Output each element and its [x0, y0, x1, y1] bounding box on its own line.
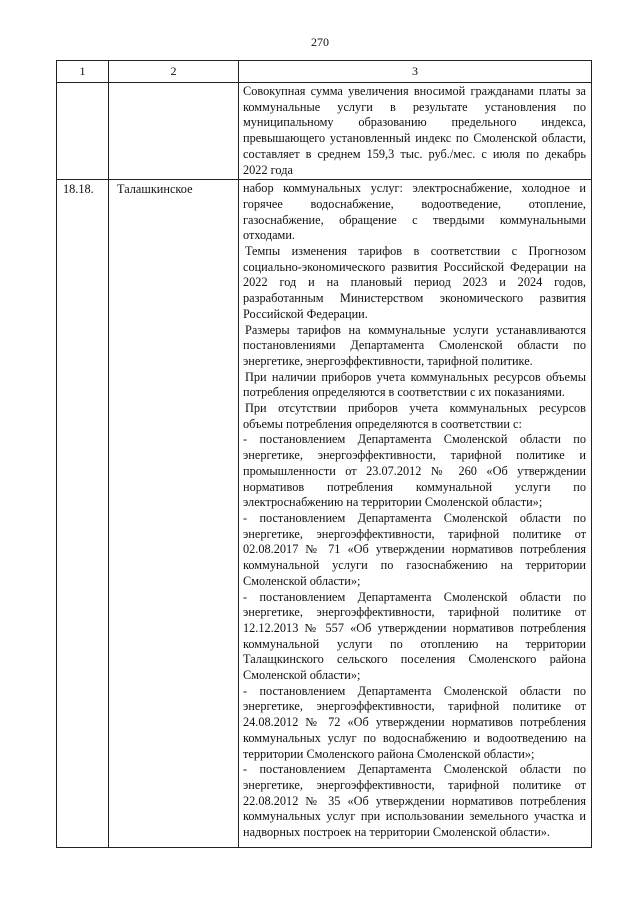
column-header-3: 3	[239, 61, 592, 83]
paragraph-without-meters: При отсутствии приборов учета коммунальных ресурсов объемы потребления определяются в соответствии с:	[243, 401, 586, 431]
list-item-resolution-35: - постановлением Департамента Смоленской области по энергетике, энергоэффективности, тарифной политике от 22.08.2012 № 35 «Об утверждении нормативов потребления коммунальных услуг при использовании земельного участка и надворных построек на территории Смоленской области».	[243, 762, 586, 840]
paragraph-with-meters: При наличии приборов учета коммунальных ресурсов объемы потребления определяются в соответствии с их показаниями.	[243, 369, 586, 400]
continuation-paragraph: Совокупная сумма увеличения вносимой гражданами платы за коммунальные услуги в результате установления по муниципальному образованию предельного индекса, превышающего установленный индекс по Смоленской области, составляет в среднем 159,3 тыс. руб./мес. с июля по декабрь 2022 года	[243, 84, 586, 177]
row-number: 18.18.	[57, 180, 109, 848]
page-number: 270	[311, 35, 329, 49]
row-settlement-name: Талашкинское	[109, 180, 239, 848]
list-item-resolution-260: - постановлением Департамента Смоленской области по энергетике, энергоэффективности, тарифной политике и промышленности от 23.07.2012 № 260 «Об утверждении нормативов потребления коммунальной услуги по электроснабжению на территории Смоленской области»;	[243, 432, 586, 510]
document-table	[56, 60, 592, 848]
paragraph-tariff-rates: Темпы изменения тарифов в соответствии с Прогнозом социально-экономического развития Российской Федерации на 2022 год и на плановый период 2023 и 2024 годов, разработанным Министерством экономического развития Российской Федерации.	[243, 244, 586, 321]
row-content-cell	[239, 180, 592, 848]
table-row-continuation	[57, 83, 592, 180]
paragraph-tariff-sizes: Размеры тарифов на коммунальные услуги устанавливаются постановлениями Департамента Смоленской области по энергетике, энергоэффективности, тарифной политике.	[243, 322, 586, 368]
list-item-resolution-71: - постановлением Департамента Смоленской области по энергетике, энергоэффективности, тарифной политике от 02.08.2017 № 71 «Об утверждении нормативов потребления коммунальной услуги по газоснабжению на территории Смоленской области»;	[243, 510, 586, 588]
continuation-cell	[239, 83, 592, 180]
column-header-2: 2	[109, 61, 239, 83]
list-item-resolution-72: - постановлением Департамента Смоленской области по энергетике, энергоэффективности, тарифной политике от 24.08.2012 № 72 «Об утверждении нормативов потребления коммунальных услуг по водоснабжению и водоотведению на территории Смоленского района Смоленской области»;	[243, 683, 586, 761]
table-row	[57, 180, 592, 848]
empty-cell-number	[57, 83, 109, 180]
column-header-1: 1	[57, 61, 109, 83]
paragraph-services: набор коммунальных услуг: электроснабжение, холодное и горячее водоснабжение, водоотведение, отопление, газоснабжение, обращение с твердыми коммунальными отходами.	[243, 181, 586, 243]
empty-cell-name	[109, 83, 239, 180]
list-item-resolution-557: - постановлением Департамента Смоленской области по энергетике, энергоэффективности, тарифной политике от 12.12.2013 № 557 «Об утверждении нормативов потребления коммунальной услуги по отоплению на территории Талащкинского сельского поселения Смоленского района Смоленской области»;	[243, 589, 586, 683]
table-header-row	[57, 61, 592, 83]
